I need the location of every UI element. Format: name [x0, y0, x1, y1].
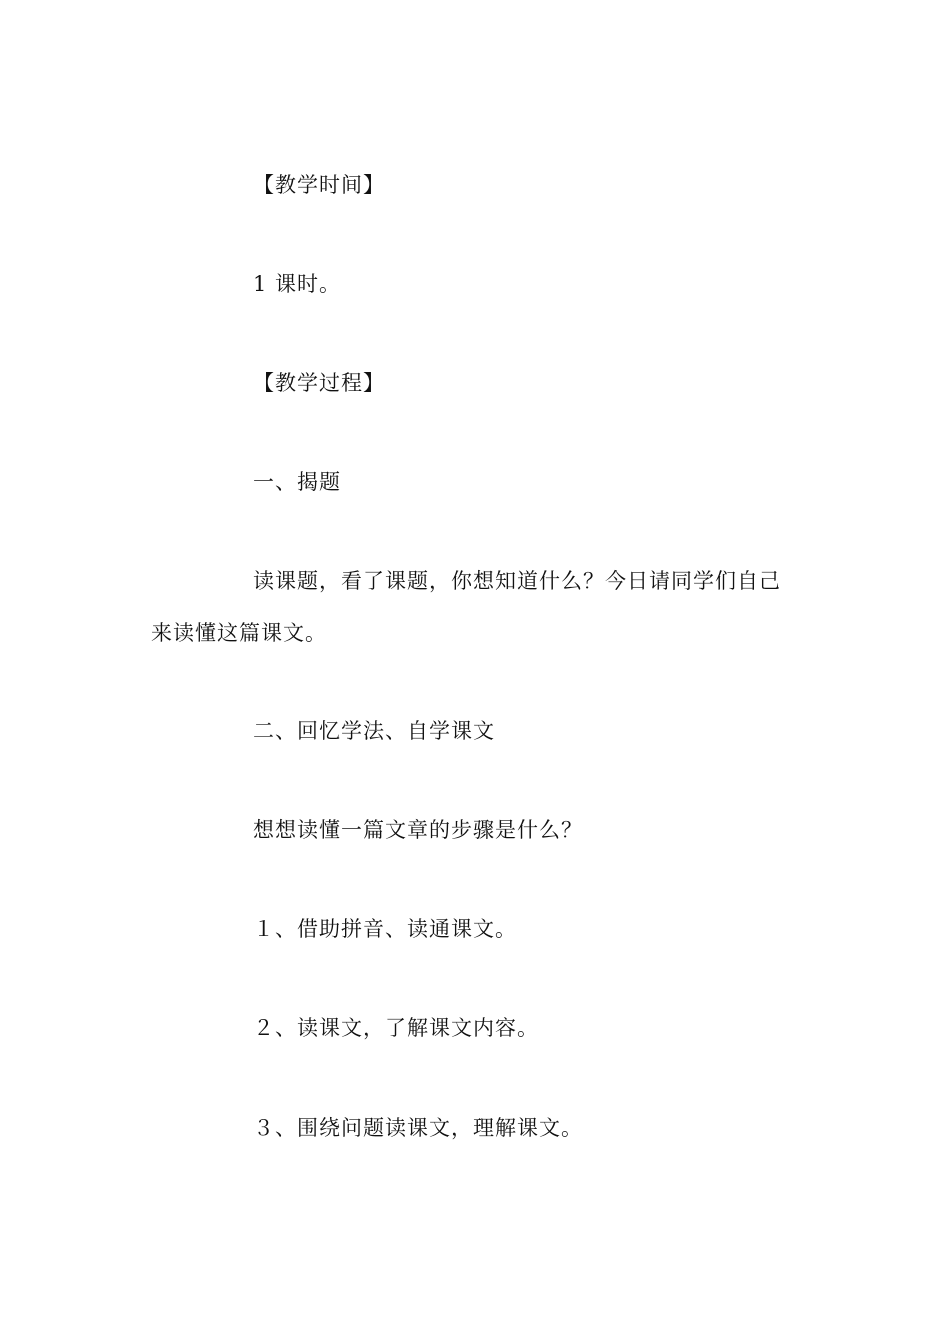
step-1: １、借助拼音、读通课文。 — [253, 917, 517, 941]
teaching-process-heading: 【教学过程】 — [253, 371, 385, 395]
step-2: ２、读课文，了解课文内容。 — [253, 1016, 539, 1040]
teaching-time-heading: 【教学时间】 — [253, 173, 385, 197]
section-1-paragraph-line-1: 读课题，看了课题，你想知道什么？今日请同学们自己 — [253, 569, 781, 593]
section-1-paragraph-line-2: 来读懂这篇课文。 — [151, 621, 327, 645]
section-1-title: 一、揭题 — [253, 470, 341, 494]
step-3: ３、围绕问题读课文，理解课文。 — [253, 1116, 583, 1140]
section-2-question: 想想读懂一篇文章的步骤是什么？ — [253, 818, 583, 842]
section-2-title: 二、回忆学法、自学课文 — [253, 719, 495, 743]
teaching-time-value: 1 课时。 — [253, 272, 342, 296]
